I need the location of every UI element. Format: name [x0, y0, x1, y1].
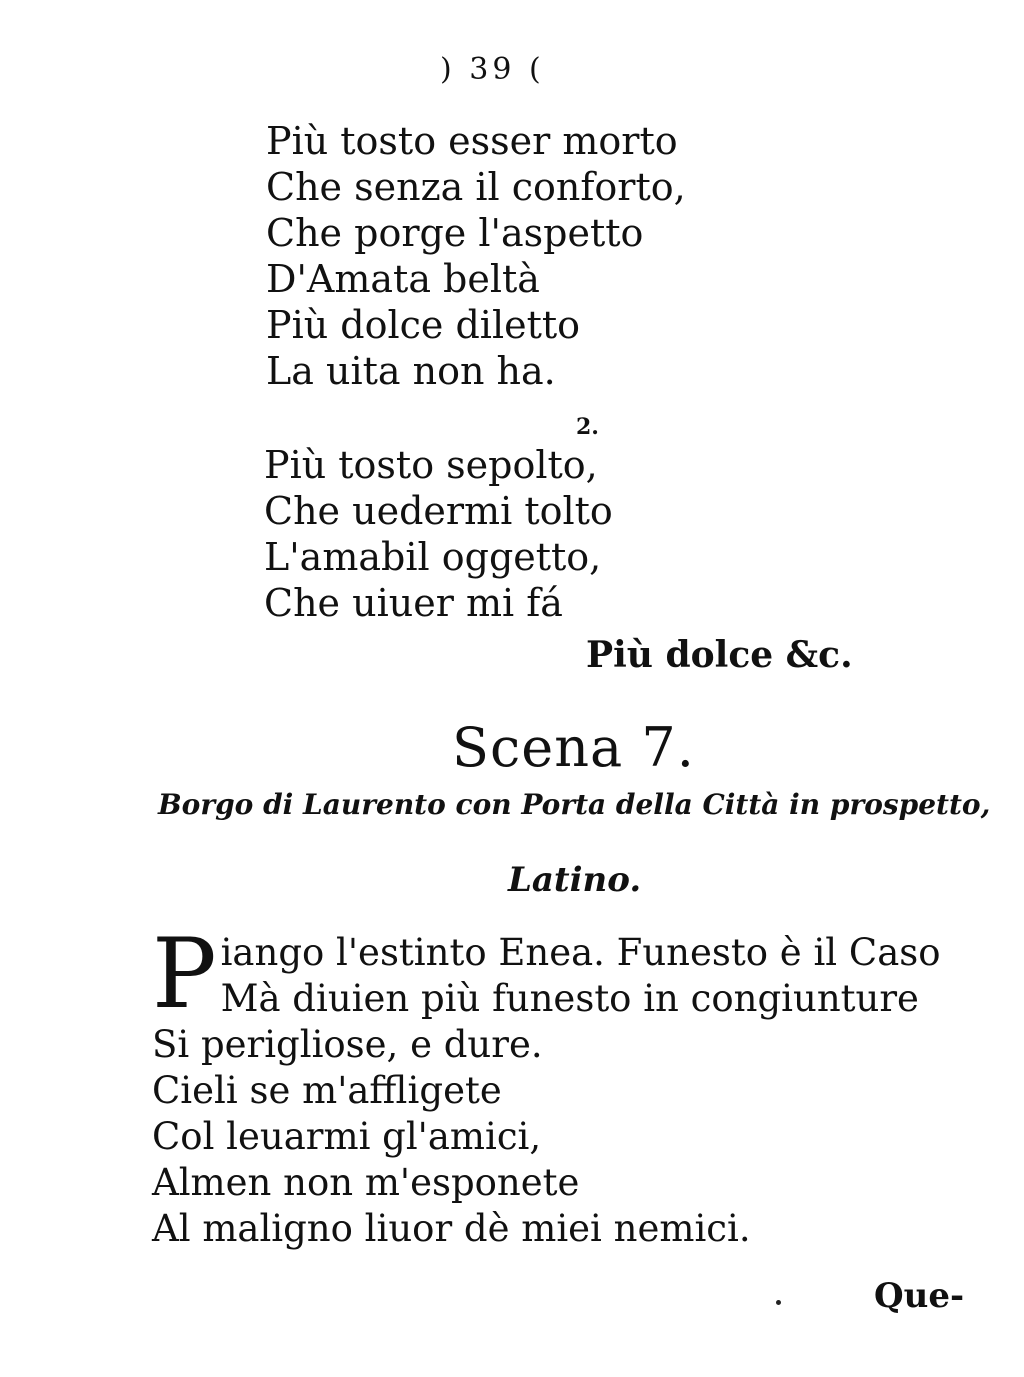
- verse-line: L'amabil oggetto,: [264, 535, 602, 579]
- speech-line: Cieli se m'affligete: [152, 1069, 502, 1112]
- verse-line: La uita non ha.: [266, 349, 556, 393]
- speech-block: [152, 918, 941, 1252]
- verse-stanza-1: [266, 118, 686, 394]
- scene-title: Scena 7.: [452, 716, 695, 779]
- speaker-name: Latino.: [508, 860, 642, 900]
- catchword: Que-: [874, 1276, 965, 1316]
- speech-line: iango l'estinto Enea. Funesto è il Caso: [220, 931, 941, 974]
- verse-stanza-2: [264, 442, 613, 626]
- verse-line: Che uiuer mi fá: [264, 581, 563, 625]
- scene-setting: Borgo di Laurento con Porta della Città in prospetto,: [158, 788, 991, 821]
- verse-line: Che uedermi tolto: [264, 489, 613, 533]
- speech-line: Si perigliose, e dure.: [152, 1023, 543, 1066]
- verse-line: Più tosto esser morto: [266, 119, 678, 163]
- verse-line: Più dolce diletto: [266, 303, 581, 347]
- speech-line: Col leuarmi gl'amici,: [152, 1115, 542, 1158]
- page-number: ) 39 (: [440, 52, 545, 87]
- verse-line: Che senza il conforto,: [266, 165, 686, 209]
- verse-line: D'Amata beltà: [266, 257, 540, 301]
- speech-line: Al maligno liuor dè miei nemici.: [152, 1207, 751, 1250]
- refrain: Più dolce &c.: [586, 634, 853, 676]
- verse-line: Che porge l'aspetto: [266, 211, 644, 255]
- speech-line: Almen non m'esponete: [152, 1161, 580, 1204]
- stanza-number: 2.: [576, 414, 599, 440]
- speech-line: Mà diuien più funesto in congiunture: [220, 977, 919, 1020]
- ink-dot: [776, 1300, 781, 1305]
- verse-line: Più tosto sepolto,: [264, 443, 598, 487]
- drop-cap: P: [152, 918, 217, 1030]
